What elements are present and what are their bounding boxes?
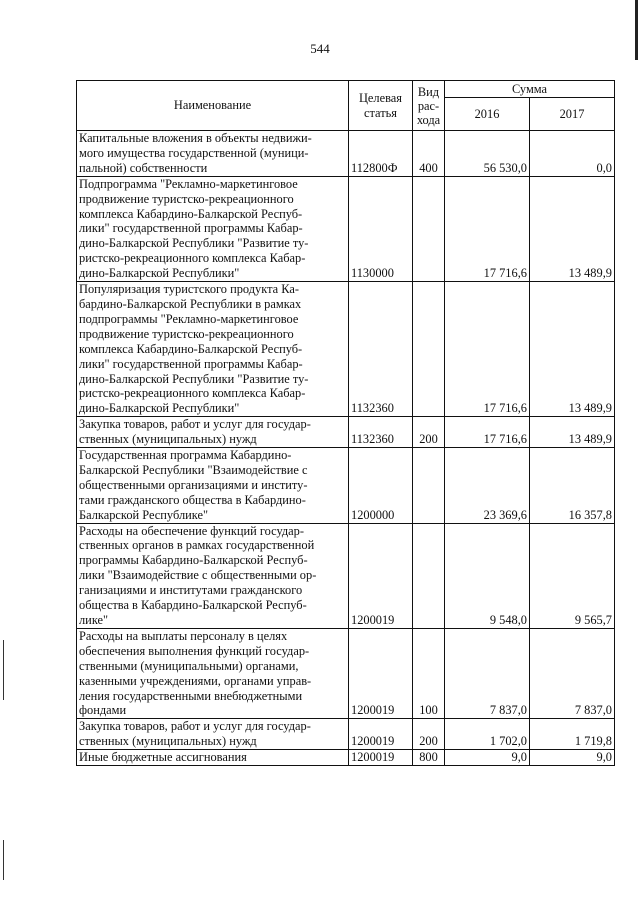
row-name-line: бардино-Балкарской Республики в рамках [79, 296, 302, 311]
row-expense-type [413, 448, 445, 524]
table-row [77, 282, 615, 417]
row-name-line: ления государственными внебюджетными [79, 688, 303, 703]
row-sum-2017: 13 489,9 [530, 282, 615, 417]
row-expense-type: 100 [413, 628, 445, 718]
row-code: 1200019 [349, 628, 413, 718]
row-name-line: пальной) собственности [79, 160, 208, 175]
budget-table [76, 80, 615, 766]
row-sum-2017: 9,0 [530, 750, 615, 766]
row-name-line: Балкарской Республике" [79, 507, 209, 522]
row-sum-2016: 17 716,6 [445, 417, 530, 448]
table-row [77, 523, 615, 628]
row-name-line: программы Кабардино-Балкарской Респуб- [79, 553, 308, 568]
row-sum-2017: 16 357,8 [530, 448, 615, 524]
header-code: Целевая статья [349, 81, 413, 131]
row-expense-type: 200 [413, 417, 445, 448]
row-name [77, 448, 349, 524]
row-name-line: ганизациями и институтами гражданского [79, 583, 303, 598]
row-code: 1200000 [349, 448, 413, 524]
row-name-line: обеспечения выполнения функций государ- [79, 643, 310, 658]
row-name-line: ственных (муниципальных) нужд [79, 734, 257, 749]
row-sum-2016: 1 702,0 [445, 719, 530, 750]
row-name-line: мого имущества государственной (муници- [79, 145, 309, 160]
row-name-line: Капитальные вложения в объекты недвижи- [79, 131, 312, 145]
row-name-line: Закупка товаров, работ и услуг для государ- [79, 417, 311, 432]
row-name-line: комплекса Кабардино-Балкарской Респуб- [79, 206, 303, 221]
row-sum-2016: 9,0 [445, 750, 530, 766]
row-name-line: фондами [79, 703, 127, 718]
table-row [77, 176, 615, 281]
row-name-line: Популяризация туристского продукта Ка- [79, 282, 299, 297]
row-name-line: общественными организациями и институ- [79, 477, 308, 492]
row-sum-2016: 23 369,6 [445, 448, 530, 524]
table-body [77, 131, 615, 766]
row-sum-2016: 56 530,0 [445, 131, 530, 177]
scan-margin-mark [3, 640, 4, 700]
row-name [77, 719, 349, 750]
header-sum: Сумма [445, 81, 615, 98]
row-sum-2016: 17 716,6 [445, 176, 530, 281]
row-name-line: ственных (муниципальных) нужд [79, 432, 257, 447]
row-code: 1200019 [349, 719, 413, 750]
row-code: 112800Ф [349, 131, 413, 177]
row-sum-2017: 13 489,9 [530, 176, 615, 281]
table-row [77, 448, 615, 524]
row-name-line: Государственная программа Кабардино- [79, 448, 292, 463]
row-name-line: лики" государственной программы Кабар- [79, 356, 303, 371]
row-name-line: подпрограммы "Рекламно-маркетинговое [79, 311, 299, 326]
table-row [77, 628, 615, 718]
row-code: 1132360 [349, 282, 413, 417]
row-name-line: дино-Балкарской Республики" [79, 266, 240, 281]
row-code: 1200019 [349, 523, 413, 628]
header-year-2017: 2017 [530, 98, 615, 131]
row-name-line: Иные бюджетные ассигнования [79, 750, 247, 765]
row-name-line: лики "Взаимодействие с общественными ор- [79, 568, 317, 583]
row-name-line: ственных органов в рамках государственной [79, 538, 315, 553]
row-name [77, 282, 349, 417]
row-name-line: Расходы на выплаты персоналу в целях [79, 628, 288, 643]
row-code: 1132360 [349, 417, 413, 448]
row-sum-2017: 0,0 [530, 131, 615, 177]
page-number: 544 [310, 41, 330, 56]
row-name-line: комплекса Кабардино-Балкарской Респуб- [79, 341, 303, 356]
row-sum-2017: 9 565,7 [530, 523, 615, 628]
row-code: 1200019 [349, 750, 413, 766]
table-row [77, 750, 615, 766]
row-sum-2017: 1 719,8 [530, 719, 615, 750]
header-name: Наименование [77, 81, 349, 131]
row-expense-type: 200 [413, 719, 445, 750]
row-name-line: тами гражданского общества в Кабардино- [79, 492, 306, 507]
row-name [77, 176, 349, 281]
scan-margin-mark [3, 840, 4, 880]
table-row [77, 719, 615, 750]
row-name [77, 750, 349, 766]
row-sum-2017: 13 489,9 [530, 417, 615, 448]
row-expense-type [413, 176, 445, 281]
row-name-line: Подпрограмма "Рекламно-маркетинговое [79, 176, 298, 191]
row-name-line: казенными учреждениями, органами управ- [79, 673, 312, 688]
row-name [77, 131, 349, 177]
row-sum-2016: 17 716,6 [445, 282, 530, 417]
row-name-line: дино-Балкарской Республики "Развитие ту- [79, 371, 309, 386]
table-row [77, 417, 615, 448]
row-name-line: Расходы на обеспечение функций государ- [79, 523, 305, 538]
row-name-line: лики" государственной программы Кабар- [79, 221, 303, 236]
row-sum-2016: 9 548,0 [445, 523, 530, 628]
row-name-line: дино-Балкарской Республики" [79, 401, 240, 416]
row-name [77, 628, 349, 718]
row-name-line: дино-Балкарской Республики "Развитие ту- [79, 236, 309, 251]
row-name-line: Закупка товаров, работ и услуг для государ- [79, 719, 311, 734]
header-type: Вид рас- хода [413, 81, 445, 131]
row-name [77, 523, 349, 628]
header-year-2016: 2016 [445, 98, 530, 131]
row-name-line: ственными (муниципальными) органами, [79, 658, 299, 673]
row-name-line: ристско-рекреационного комплекса Кабар- [79, 386, 306, 401]
row-name [77, 417, 349, 448]
row-name-line: продвижение туристско-рекреационного [79, 326, 294, 341]
row-sum-2016: 7 837,0 [445, 628, 530, 718]
row-sum-2017: 7 837,0 [530, 628, 615, 718]
row-expense-type [413, 282, 445, 417]
table-row [77, 131, 615, 177]
table-header [77, 81, 615, 131]
row-name-line: лике" [79, 613, 109, 627]
row-code: 1130000 [349, 176, 413, 281]
row-name-line: ристско-рекреационного комплекса Кабар- [79, 251, 306, 266]
row-name-line: общества в Кабардино-Балкарской Респуб- [79, 598, 307, 613]
row-expense-type: 800 [413, 750, 445, 766]
row-expense-type: 400 [413, 131, 445, 177]
row-name-line: Балкарской Республики "Взаимодействие с [79, 462, 308, 477]
row-expense-type [413, 523, 445, 628]
row-name-line: продвижение туристско-рекреационного [79, 191, 294, 206]
